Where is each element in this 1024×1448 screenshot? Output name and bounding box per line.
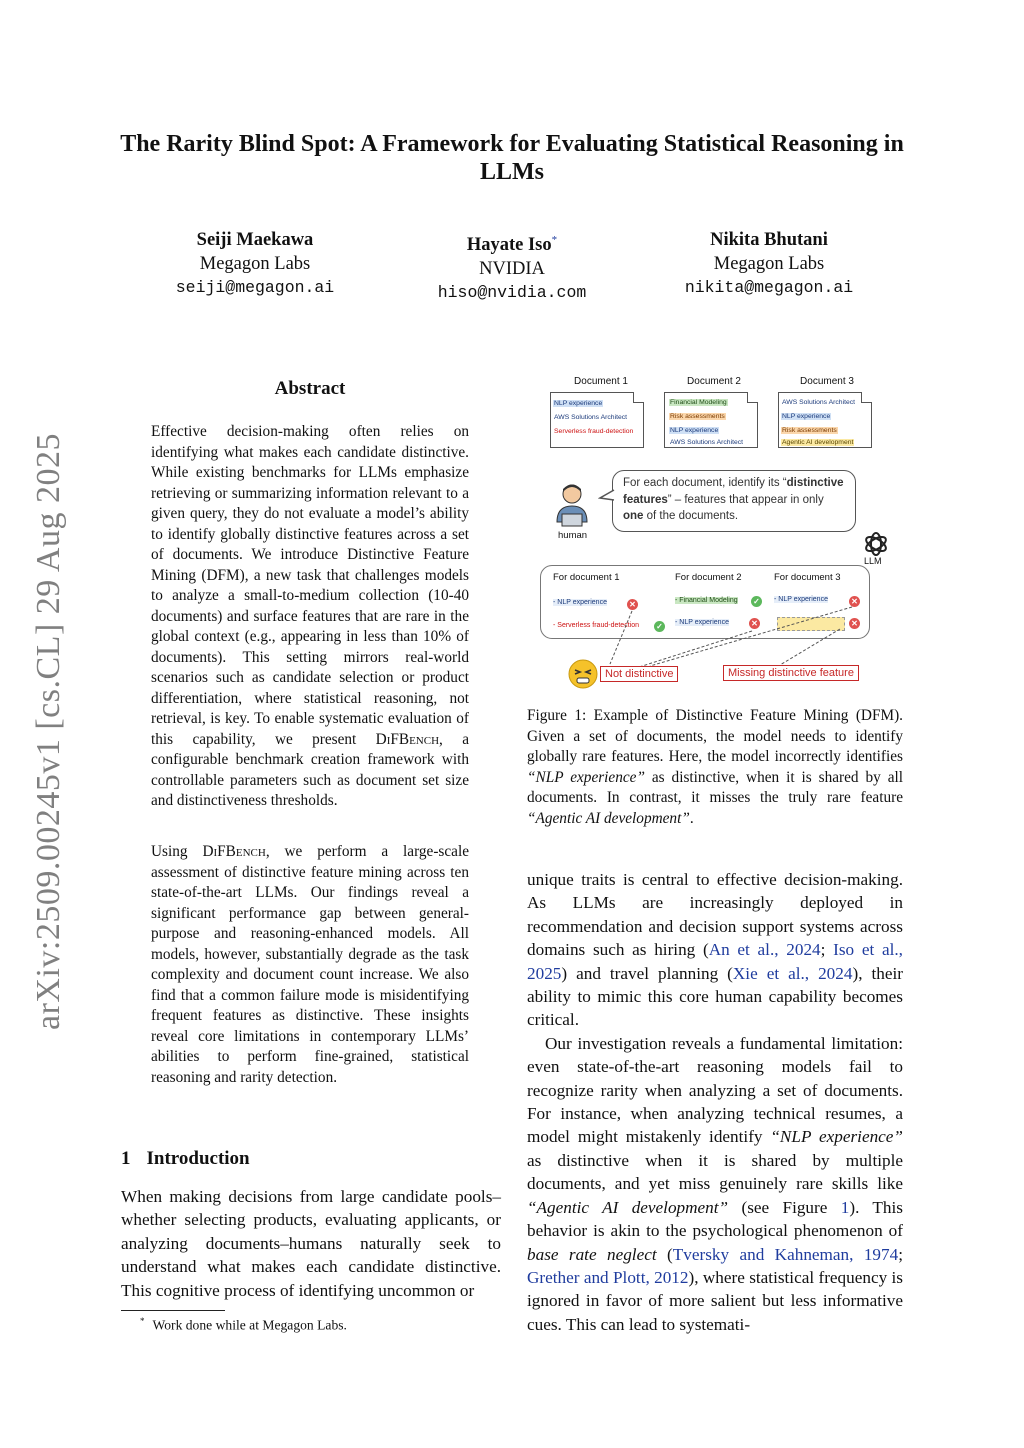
correct-icon: ✓: [654, 621, 665, 632]
document-title: Document 1: [574, 376, 628, 387]
bubble-emphasis: distinctive features: [623, 477, 844, 506]
feature-tag: Agentic AI development: [782, 439, 854, 446]
result-item: - Serverless fraud-detection: [553, 622, 639, 629]
wrong-icon: ✕: [849, 596, 860, 607]
citation-link[interactable]: Xie et al., 2024: [732, 963, 853, 983]
citation-link[interactable]: Iso et al., 2025: [527, 940, 903, 983]
feature-tag: Financial Modeling: [670, 399, 727, 406]
author-block: [649, 228, 889, 300]
feature-tag: NLP experience: [670, 427, 719, 434]
bubble-emphasis: one: [623, 510, 644, 522]
not-distinctive-label: Not distinctive: [600, 666, 678, 682]
wrong-icon: ✕: [849, 618, 860, 629]
abstract-text: , we perform a large-scale assessment of distinctive feature mining across ten state-of-the-art LLMs. Our findings reveal a significant performance gap between general-purpose and reasoning-enhanced models. All models, however, substantially degrade as the task complexity and document count increase. We also find that a common failure mode is misidentifying frequent features as distinctive. These insights reveal core limitations in contemporary LLMs’ abilities to perform fine-grained, statistical reasoning and rarity detection.: [151, 843, 469, 1086]
human-label: human: [558, 530, 588, 541]
footnote-rule: [121, 1310, 225, 1311]
feature-tag: Serverless fraud-detection: [554, 428, 634, 435]
caption-text: Example of Distinctive Feature Mining (DFM). Given a set of documents, the model needs to identify globally rare features. Here, the model incorrectly identifies: [527, 707, 903, 766]
author-name: Nikita Bhutani: [710, 230, 828, 250]
frustrated-face-icon: [568, 659, 598, 689]
feature-tag: AWS Solutions Architect: [554, 414, 628, 421]
figure-caption: [527, 706, 903, 830]
term: base rate neglect: [527, 1244, 657, 1264]
section-heading: [121, 1148, 250, 1170]
wrong-icon: ✕: [749, 618, 760, 629]
author-affiliation: NVIDIA: [479, 259, 545, 280]
body-text: ;: [898, 1244, 903, 1264]
author-name: Seiji Maekawa: [196, 230, 314, 250]
abstract-paragraph-1: [151, 422, 469, 812]
quote: “Agentic AI development”: [527, 1197, 729, 1217]
caption-text: as distinctive, when it is shared by all documents. In contrast, it misses the truly rare feature: [527, 768, 904, 807]
wrong-icon: ✕: [627, 599, 638, 610]
caption-label: Figure 1:: [527, 707, 587, 724]
feature-tag: AWS Solutions Architect: [670, 439, 744, 446]
document-title: Document 2: [687, 376, 741, 387]
footnote-mark[interactable]: *: [551, 234, 558, 246]
footnote-mark: *: [140, 1316, 145, 1326]
body-text: ). This behavior is akin to the psychological phenomenon of: [527, 1197, 903, 1241]
citation-link[interactable]: Grether and Plott, 2012: [527, 1267, 689, 1287]
abstract-text: Using: [151, 843, 188, 860]
paper-title: The Rarity Blind Spot: A Framework for Evaluating Statistical Reasoning in LLMs: [120, 131, 904, 185]
footnote-text: Work done while at Megagon Labs.: [152, 1317, 347, 1333]
feature-tag: Risk assessments: [782, 427, 837, 434]
author-email[interactable]: hiso@nvidia.com: [437, 283, 587, 303]
abstract-heading: Abstract: [274, 378, 346, 399]
intro-paragraph: When making decisions from large candidate pools–whether selecting products, evaluating applicants, or analyzing documents–humans naturally seek to understand what makes each candidate distinctive. This cognitive process of identifying uncommon or: [121, 1187, 501, 1300]
caption-quote: “Agentic AI development”: [527, 809, 690, 827]
author-email[interactable]: nikita@megagon.ai: [684, 278, 854, 297]
bubble-text: of the documents.: [643, 510, 739, 522]
citation-link[interactable]: An et al., 2024: [708, 940, 821, 960]
body-text: as distinctive when it is shared by multiple documents, and yet miss genuinely rare skills like: [527, 1150, 903, 1194]
llm-label: LLM: [864, 556, 882, 566]
body-text: Our investigation reveals a fundamental limitation: even state-of-the-art reasoning models fail to recognize rarity when analyzing a set of documents. For instance, when analyzing technical resumes, a model might mistakenly identify: [527, 1033, 903, 1147]
connector-lines: [540, 372, 910, 692]
section-title: Introduction: [146, 1148, 250, 1169]
figure-1: [540, 372, 910, 692]
body-text: ), their ability to mimic this core human capability becomes critical.: [527, 963, 903, 1030]
abstract-text: Effective decision-making often relies on identifying what makes each candidate distinctive. While existing benchmarks for LLMs emphasize retrieving or summarizing information relevant to a given query, they do not evaluate a model’s ability to identify globally distinctive features across a set of documents. We introduce Distinctive Feature Mining (DFM), a new task that challenges models to analyze a small-to-medium collection (10-40 documents) and surface features that are rare in the global context (e.g., appearing in less than 10% of documents). This setting mirrors real-world scenarios such as candidate selection or product differentiation, where statistical reasoning, not retrieval, is key. To enable systematic evaluation of this capability, we present: [151, 423, 469, 748]
result-title: For document 3: [774, 572, 841, 583]
footnote: [140, 1316, 347, 1334]
author-affiliation: Megagon Labs: [713, 254, 825, 274]
author-email[interactable]: seiji@megagon.ai: [175, 278, 335, 297]
result-item: - NLP experience: [675, 619, 729, 626]
result-item: - NLP experience: [774, 596, 828, 603]
body-text: ) and travel planning (: [561, 963, 733, 983]
body-text: (see Figure: [728, 1197, 841, 1217]
body-text: ), where statistical frequency is ignored in favor of more salient but less informative cues. This can lead to systemati-: [527, 1267, 903, 1334]
author-block: [392, 228, 632, 305]
right-column-text: [527, 868, 903, 1336]
result-item: - NLP experience: [553, 599, 607, 606]
abstract-paragraph-2: [151, 842, 469, 1088]
body-text: ;: [820, 940, 834, 960]
result-title: For document 2: [675, 572, 742, 583]
paragraph: [527, 1032, 903, 1336]
citation-link[interactable]: Tversky and Kahneman, 1974: [672, 1244, 899, 1264]
caption-quote: “NLP experience”: [527, 768, 645, 786]
bubble-text: ” – features that appear in only: [667, 493, 824, 506]
abstract-text: , a configurable benchmark creation framework with controllable parameters such as document set size and distinctiveness thresholds.: [151, 730, 469, 809]
feature-tag: AWS Solutions Architect: [782, 399, 856, 406]
quote: “NLP experience”: [770, 1127, 903, 1147]
bubble-text: For each document, identify its “: [623, 477, 787, 489]
feature-tag: Risk assessments: [670, 413, 725, 420]
benchmark-name: DiFBench: [202, 843, 266, 860]
body-text: unique traits is central to effective decision-making. As LLMs are increasingly deployed in recommendation and decision support systems across domains such as hiring (: [527, 870, 903, 960]
result-item: - Financial Modeling: [675, 597, 738, 604]
arxiv-stamp: arXiv:2509.00245v1 [cs.CL] 29 Aug 2025: [30, 433, 67, 1030]
missing-feature-label: Missing distinctive feature: [723, 665, 859, 681]
result-title: For document 1: [553, 572, 620, 583]
feature-tag: NLP experience: [782, 413, 831, 420]
correct-icon: ✓: [751, 596, 762, 607]
document-title: Document 3: [800, 376, 854, 387]
author-block: [135, 228, 375, 300]
author-name: Hayate Iso: [466, 235, 552, 256]
author-affiliation: Megagon Labs: [199, 254, 311, 274]
section-number: 1: [121, 1148, 131, 1169]
feature-tag: NLP experience: [554, 400, 603, 407]
figure-ref-link[interactable]: 1: [840, 1197, 850, 1217]
body-text: (: [656, 1244, 673, 1264]
benchmark-name: DiFBench: [375, 730, 440, 748]
paragraph: [527, 868, 903, 1032]
caption-text: .: [689, 809, 694, 827]
